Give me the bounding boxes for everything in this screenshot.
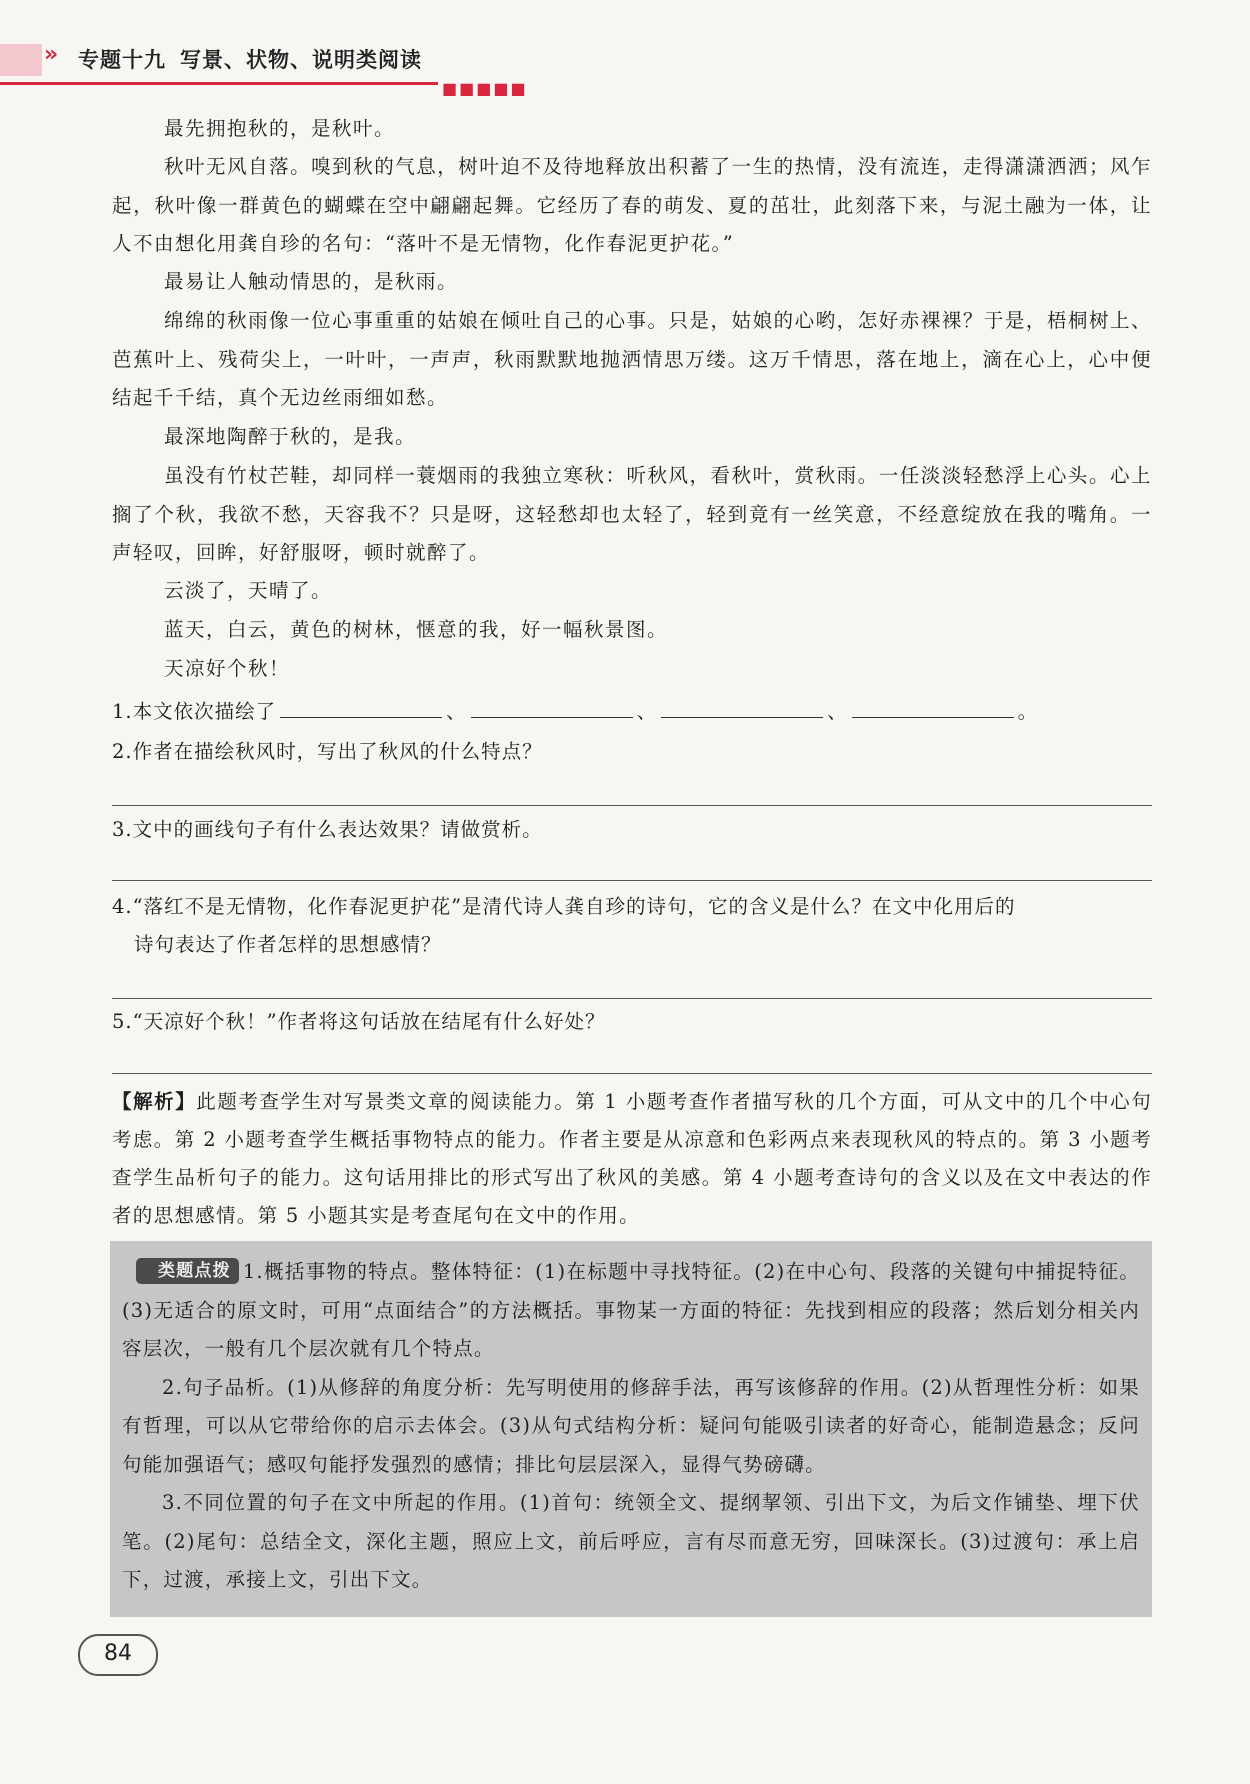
header-accent-block [0,44,42,76]
page-header-title [78,44,422,74]
question-2: 2.作者在描绘秋风时，写出了秋风的什么特点？ [112,740,543,763]
answer-line[interactable] [112,805,1152,806]
passage-paragraph: 最深地陶醉于秋的，是我。 [164,425,417,448]
answer-blank[interactable] [471,697,633,718]
header-topic: 专题十九 [78,48,166,72]
tips-box [110,1241,1152,1617]
answer-blank[interactable] [661,697,823,718]
header-underline [0,82,438,85]
answer-blank[interactable] [852,697,1014,718]
answer-line[interactable] [112,998,1152,999]
passage-paragraph: 绵绵的秋雨像一位心事重重的姑娘在倾吐自己的心事。只是，姑娘的心哟，怎好赤裸裸？于是，梧桐树上、芭蕉叶上、残荷尖上，一叶叶，一声声，秋雨默默地抛洒情思万缕。这万千情思，落在地上，滴在心上，心中便结起千千结，真个无边丝雨细如愁。 [112,309,1152,409]
passage-paragraph: 蓝天，白云，黄色的树林，惬意的我，好一幅秋景图。 [164,618,669,641]
answer-line[interactable] [112,1073,1152,1074]
header-subtitle: 写景、状物、说明类阅读 [180,48,422,72]
passage-paragraph: 天凉好个秋！ [164,657,291,680]
answer-line[interactable] [112,880,1152,881]
page-number: 84 [78,1634,158,1676]
tips-badge: 类题点拨 [136,1258,239,1284]
passage-paragraph: 最先拥抱秋的，是秋叶。 [164,117,396,140]
question-1-text: 1.本文依次描绘了 [112,700,277,723]
analysis-text: 此题考查学生对写景类文章的阅读能力。第 1 小题考查作者描写秋的几个方面，可从文中的几个中心句考虑。第 2 小题考查学生概括事物特点的能力。作者主要是从凉意和色彩两点来表现秋风的特点的。第 3 小题考查学生品析句子的能力。这句话用排比的形式写出了秋风的美感。第 4 小题考查诗句的含义以及在文中表达的作者的思想感情。第 5 小题其实是考查尾句在文中的作用。 [112,1090,1153,1227]
tips-paragraph-1: 类题点拨 1.概括事物的特点。整体特征：(1)在标题中寻找特征。(2)在中心句、段落的关键句中捕捉特征。(3)无适合的原文时，可用“点面结合”的方法概括。事物某一方面的特征：先找到相应的段落；然后划分相关内容层次，一般有几个层次就有几个特点。 [122,1260,1140,1360]
analysis-section [112,1083,1152,1235]
question-3: 3.文中的画线句子有什么表达效果？请做赏析。 [112,818,543,841]
question-4-line-1: 4.“落红不是无情物，化作春泥更护花”是清代诗人龚自珍的诗句，它的含义是什么？在文中化用后的 [112,895,1016,918]
double-chevron-icon: » [44,42,59,67]
tips-paragraph-3: 3.不同位置的句子在文中所起的作用。(1)首句：统领全文、提纲挈领、引出下文，为后文作铺垫、埋下伏笔。(2)尾句：总结全文，深化主题，照应上文，前后呼应，言有尽而意无穷，回味深长。(3)过渡句：承上启下，过渡，承接上文，引出下文。 [122,1491,1140,1591]
passage-paragraph: 最易让人触动情思的，是秋雨。 [164,270,459,293]
passage-paragraph: 秋叶无风自落。嗅到秋的气息，树叶迫不及待地释放出积蓄了一生的热情，没有流连，走得潇潇洒洒；风乍起，秋叶像一群黄色的蝴蝶在空中翩翩起舞。它经历了春的萌发、夏的茁壮，此刻落下来，与泥土融为一体，让人不由想化用龚自珍的名句：“落叶不是无情物，化作春泥更护花。” [112,155,1152,255]
passage-paragraph: 云淡了，天晴了。 [164,579,333,602]
question-1: 1.本文依次描绘了 、 、 、 。 [112,694,1152,730]
question-4-line-2: 诗句表达了作者怎样的思想感情？ [134,933,442,956]
analysis-tag: 【解析】 [112,1090,197,1113]
tips-content [122,1253,1140,1600]
passage-paragraph: 虽没有竹杖芒鞋，却同样一蓑烟雨的我独立寒秋：听秋风，看秋叶，赏秋雨。一任淡淡轻愁浮上心头。心上搁了个秋，我欲不愁，天容我不？只是呀，这轻愁却也太轻了，轻到竟有一丝笑意，不经意绽放在我的嘴角。一声轻叹，回眸，好舒服呀，顿时就醉了。 [112,464,1152,564]
header-dots: ■■■■■ [442,79,528,98]
question-5: 5.“天凉好个秋！”作者将这句话放在结尾有什么好处？ [112,1010,606,1033]
answer-blank[interactable] [280,697,442,718]
tips-paragraph-2: 2.句子品析。(1)从修辞的角度分析：先写明使用的修辞手法，再写该修辞的作用。(2)从哲理性分析：如果有哲理，可以从它带给你的启示去体会。(3)从句式结构分析：疑问句能吸引读者的好奇心，能制造悬念；反问句能加强语气；感叹句能抒发强烈的感情；排比句层层深入，显得气势磅礴。 [122,1375,1140,1476]
